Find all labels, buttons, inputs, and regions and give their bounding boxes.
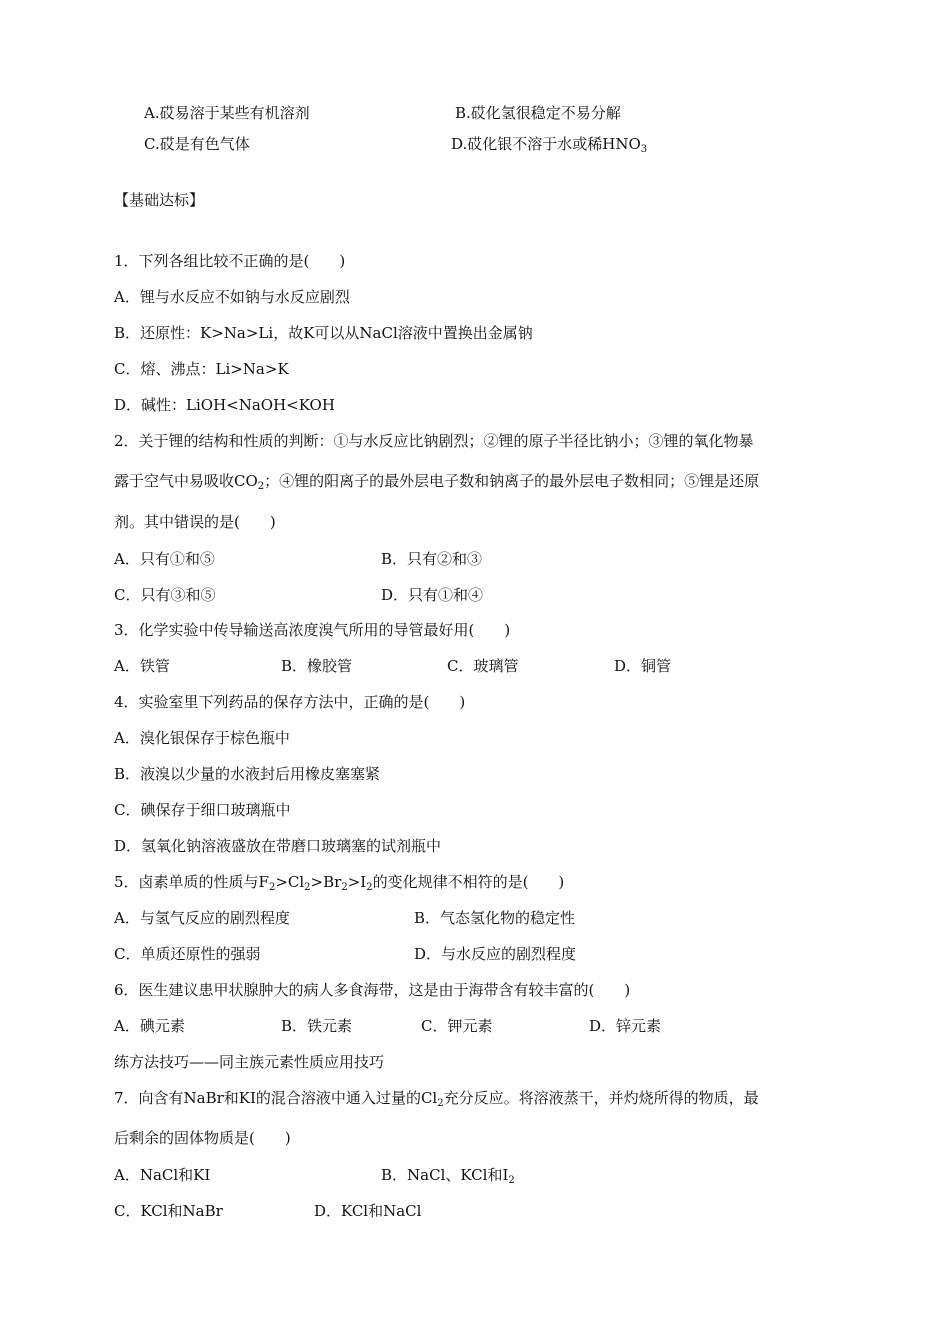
- q6-option-c: C．钾元素: [421, 1017, 493, 1035]
- q1-stem: 1．下列各组比较不正确的是( ): [114, 252, 346, 270]
- q3-option-c: C．玻璃管: [447, 657, 519, 675]
- intro-option-d: D.砹化银不溶于水或稀$HNO_3$: [451, 135, 648, 155]
- q1-option-c: C．熔、沸点：Li>Na>K: [114, 360, 289, 378]
- q2-option-a: A．只有①和⑤: [114, 550, 215, 568]
- subheading: 练方法技巧——同主族元素性质应用技巧: [114, 1053, 385, 1071]
- q2-option-c: C．只有③和⑤: [114, 586, 216, 604]
- q7-option-a: A．NaCl和KI: [114, 1166, 211, 1184]
- q2-stem-line2: 露于空气中易吸收$CO_2$；④锂的阳离子的最外层电子数和钠离子的最外层电子数相同；⑤锂是还原: [114, 472, 760, 492]
- q2-stem-line1: 2．关于锂的结构和性质的判断：①与水反应比钠剧烈；②锂的原子半径比钠小；③锂的氧化物暴: [114, 432, 754, 450]
- q2-option-d: D．只有①和④: [381, 586, 484, 604]
- q6-option-a: A．碘元素: [114, 1017, 185, 1035]
- q2-stem-line3: 剂。其中错误的是( ): [114, 513, 276, 531]
- q4-option-c: C．碘保存于细口玻璃瓶中: [114, 801, 291, 819]
- q1-option-a: A．锂与水反应不如钠与水反应剧烈: [114, 288, 350, 306]
- q4-option-b: B．液溴以少量的水液封后用橡皮塞塞紧: [114, 765, 381, 783]
- q3-option-d: D．铜管: [614, 657, 672, 675]
- q3-option-a: A．铁管: [114, 657, 170, 675]
- q5-option-b: B．气态氢化物的稳定性: [414, 909, 576, 927]
- intro-option-a: A.砹易溶于某些有机溶剂: [144, 104, 310, 122]
- q5-stem: 5．卤素单质的性质与$F_2>Cl_2>Br_2>I_2$的变化规律不相符的是( ): [114, 873, 565, 893]
- q6-option-b: B．铁元素: [281, 1017, 353, 1035]
- q2-option-b: B．只有②和③: [381, 550, 483, 568]
- q4-stem: 4．实验室里下列药品的保存方法中，正确的是( ): [114, 693, 466, 711]
- q7-stem-line1: 7．向含有NaBr和KI的混合溶液中通入过量的$Cl_2$充分反应。将溶液蒸干，并灼烧所得的物质，最: [114, 1089, 759, 1109]
- q1-option-b: B．还原性：K>Na>Li，故K可以从NaCl溶液中置换出金属钠: [114, 324, 533, 342]
- q7-option-b: B．NaCl、KCl和$I_2$: [381, 1166, 515, 1186]
- section-title: 【基础达标】: [114, 191, 205, 209]
- q5-option-c: C．单质还原性的强弱: [114, 945, 261, 963]
- q7-option-d: D．KCl和NaCl: [314, 1202, 422, 1220]
- intro-option-c: C.砹是有色气体: [144, 135, 250, 153]
- q4-option-a: A．溴化银保存于棕色瓶中: [114, 729, 290, 747]
- q6-option-d: D．锌元素: [589, 1017, 662, 1035]
- q6-stem: 6．医生建议患甲状腺肿大的病人多食海带，这是由于海带含有较丰富的( ): [114, 981, 631, 999]
- q7-option-c: C．KCl和NaBr: [114, 1202, 223, 1220]
- q3-option-b: B．橡胶管: [281, 657, 353, 675]
- q7-stem-line2: 后剩余的固体物质是( ): [114, 1129, 291, 1147]
- intro-option-b: B.砹化氢很稳定不易分解: [455, 104, 621, 122]
- q4-option-d: D．氢氧化钠溶液盛放在带磨口玻璃塞的试剂瓶中: [114, 837, 442, 855]
- q3-stem: 3．化学实验中传导输送高浓度溴气所用的导管最好用( ): [114, 621, 511, 639]
- q5-option-a: A．与氢气反应的剧烈程度: [114, 909, 290, 927]
- q5-option-d: D．与水反应的剧烈程度: [414, 945, 577, 963]
- q1-option-d: D．碱性：LiOH<NaOH<KOH: [114, 396, 335, 414]
